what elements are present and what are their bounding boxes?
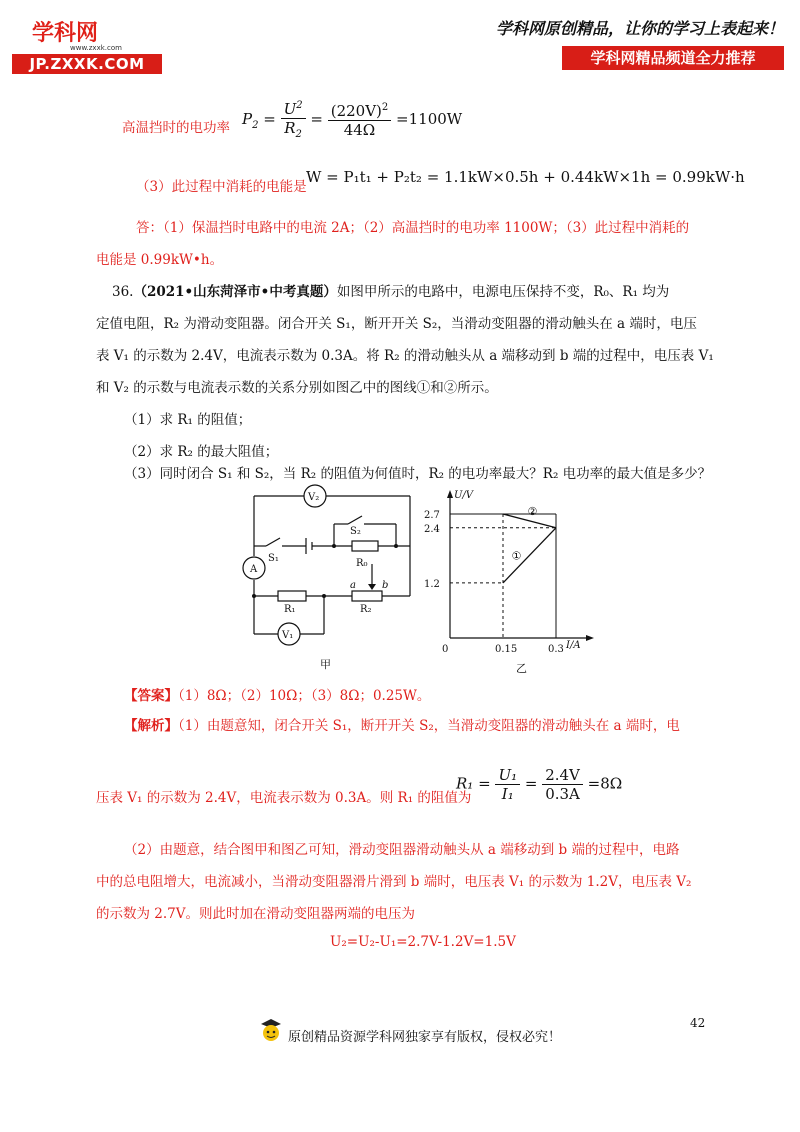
label-b-end: b (382, 580, 389, 591)
formula-r1: R₁ = $\frac{\text{U₁}}{\text{I₁}}$ = $\frac{2.4V}{0.3A}$ =8Ω (456, 766, 623, 803)
answer-line: 【答案】（1）8Ω；（2）10Ω；（3）8Ω；0.25W。 (124, 688, 431, 704)
y-tick-label: 2.4 (424, 523, 440, 535)
label-v2: V₂ (308, 492, 320, 503)
line-energy-label: （3）此过程中消耗的电能是 (136, 179, 307, 195)
analysis-2-line-2: 中的总电阻增大，电流减小，当滑动变阻器滑片滑到 b 端时，电压表 V₁ 的示数为 1.2V，电压表 V₂ (96, 874, 692, 890)
analysis-2-line-3: 的示数为 2.7V。则此时加在滑动变阻器两端的电压为 (96, 906, 416, 922)
site-logo (12, 10, 162, 74)
x-tick-label: 0.15 (495, 644, 518, 655)
label-a-end: a (350, 580, 356, 591)
y-tick-label: 2.7 (424, 510, 440, 521)
label-s2: S₂ (350, 526, 361, 537)
question-line-1: 36.（2021•山东菏泽市•中考真题）如图甲所示的电路中，电源电压保持不变，R₀、R₁ 均为 (112, 284, 670, 300)
analysis-2-equation: U₂=U₂-U₁=2.7V-1.2V=1.5V (330, 934, 516, 950)
resistor-r2 (352, 591, 382, 601)
answer-line-2: 电能是 0.99kW•h。 (96, 252, 224, 268)
header-banner: 学科网精品频道全力推荐 (562, 46, 784, 70)
graph-yi (420, 488, 595, 678)
label-v1: V₁ (282, 630, 294, 641)
sub-question-1: （1）求 R₁ 的阻值； (124, 412, 252, 428)
question-line-3: 表 V₁ 的示数为 2.4V，电流表示数为 0.3A。将 R₂ 的滑动触头从 a 端移动到 b 端的过程中，电压表 V₁ (96, 348, 714, 364)
question-line-4: 和 V₂ 的示数与电流表示数的关系分别如图乙中的图线①和②所示。 (96, 380, 498, 396)
header-slogan: 学科网原创精品，让你的学习上表起来！ (495, 19, 784, 38)
series-label-2: ② (527, 504, 538, 518)
circuit-caption: 甲 (320, 658, 331, 671)
circuit-diagram (240, 484, 420, 674)
footer-copyright: 原创精品资源学科网独家享有版权，侵权必究！ (288, 1030, 562, 1045)
sub-question-2: （2）求 R₂ 的最大阻值； (124, 444, 279, 460)
analysis-line-2: 压表 V₁ 的示数为 2.4V，电流表示数为 0.3A。则 R₁ 的阻值为 (96, 790, 472, 806)
answer-line-1: 答：（1）保温挡时电路中的电流 2A；（2）高温挡时的电功率 1100W；（3）此过程中消耗的 (136, 220, 690, 236)
analysis-2-line-1: （2）由题意，结合图甲和图乙可知，滑动变阻器滑动触头从 a 端移动到 b 端的过程中，电路 (124, 842, 680, 858)
question-line-2: 定值电阻，R₂ 为滑动变阻器。闭合开关 S₁，断开开关 S₂，当滑动变阻器的滑动触头在 a 端时，电压 (96, 316, 697, 332)
analysis-tag: 【解析】 (124, 718, 178, 734)
formula-power: $P_2$ = $\frac{U^2}{R_2}$ = $\frac{(220V)^2}{44\Omega}$ =1100W (242, 100, 463, 140)
label-r0: R₀ (356, 558, 368, 569)
analysis-line-1: 【解析】（1）由题意知，闭合开关 S₁，断开开关 S₂，当滑动变阻器的滑动触头在 a 端时，电 (124, 718, 680, 734)
logo-name: 学科网 (32, 21, 99, 46)
y-tick-label: 1.2 (424, 578, 440, 590)
mascot-icon (258, 1016, 284, 1046)
y-axis-label: U/V (454, 490, 474, 501)
switch-s2 (348, 516, 362, 524)
label-r2: R₂ (360, 604, 372, 615)
resistor-r1 (278, 591, 306, 601)
line-hightemp-label: 高温挡时的电功率 (122, 120, 230, 136)
logo-url: JP.ZXXK.COM (12, 54, 162, 74)
logo-sub: www.zxxk.com (70, 44, 122, 52)
page-number: 42 (690, 1016, 706, 1030)
x-tick-label: 0.3 (548, 644, 564, 655)
label-r1: R₁ (284, 604, 296, 615)
switch-s1 (266, 538, 280, 546)
label-a: A (250, 564, 258, 575)
series-label-1: ① (511, 549, 522, 563)
x-axis-label: I/A (566, 640, 581, 651)
x-tick-label: 0 (442, 644, 449, 655)
sub-question-3: （3）同时闭合 S₁ 和 S₂，当 R₂ 的阻值为何值时，R₂ 的电功率最大？R₂ 电功率的最大值是多少？ (124, 466, 712, 482)
label-s1: S₁ (268, 553, 279, 564)
answer-tag: 【答案】 (124, 688, 178, 704)
graph-caption: 乙 (516, 662, 527, 675)
formula-energy: W = P₁t₁ + P₂t₂ = 1.1kW×0.5h + 0.44kW×1h = 0.99kW·h (306, 168, 745, 186)
resistor-r0 (352, 541, 378, 551)
